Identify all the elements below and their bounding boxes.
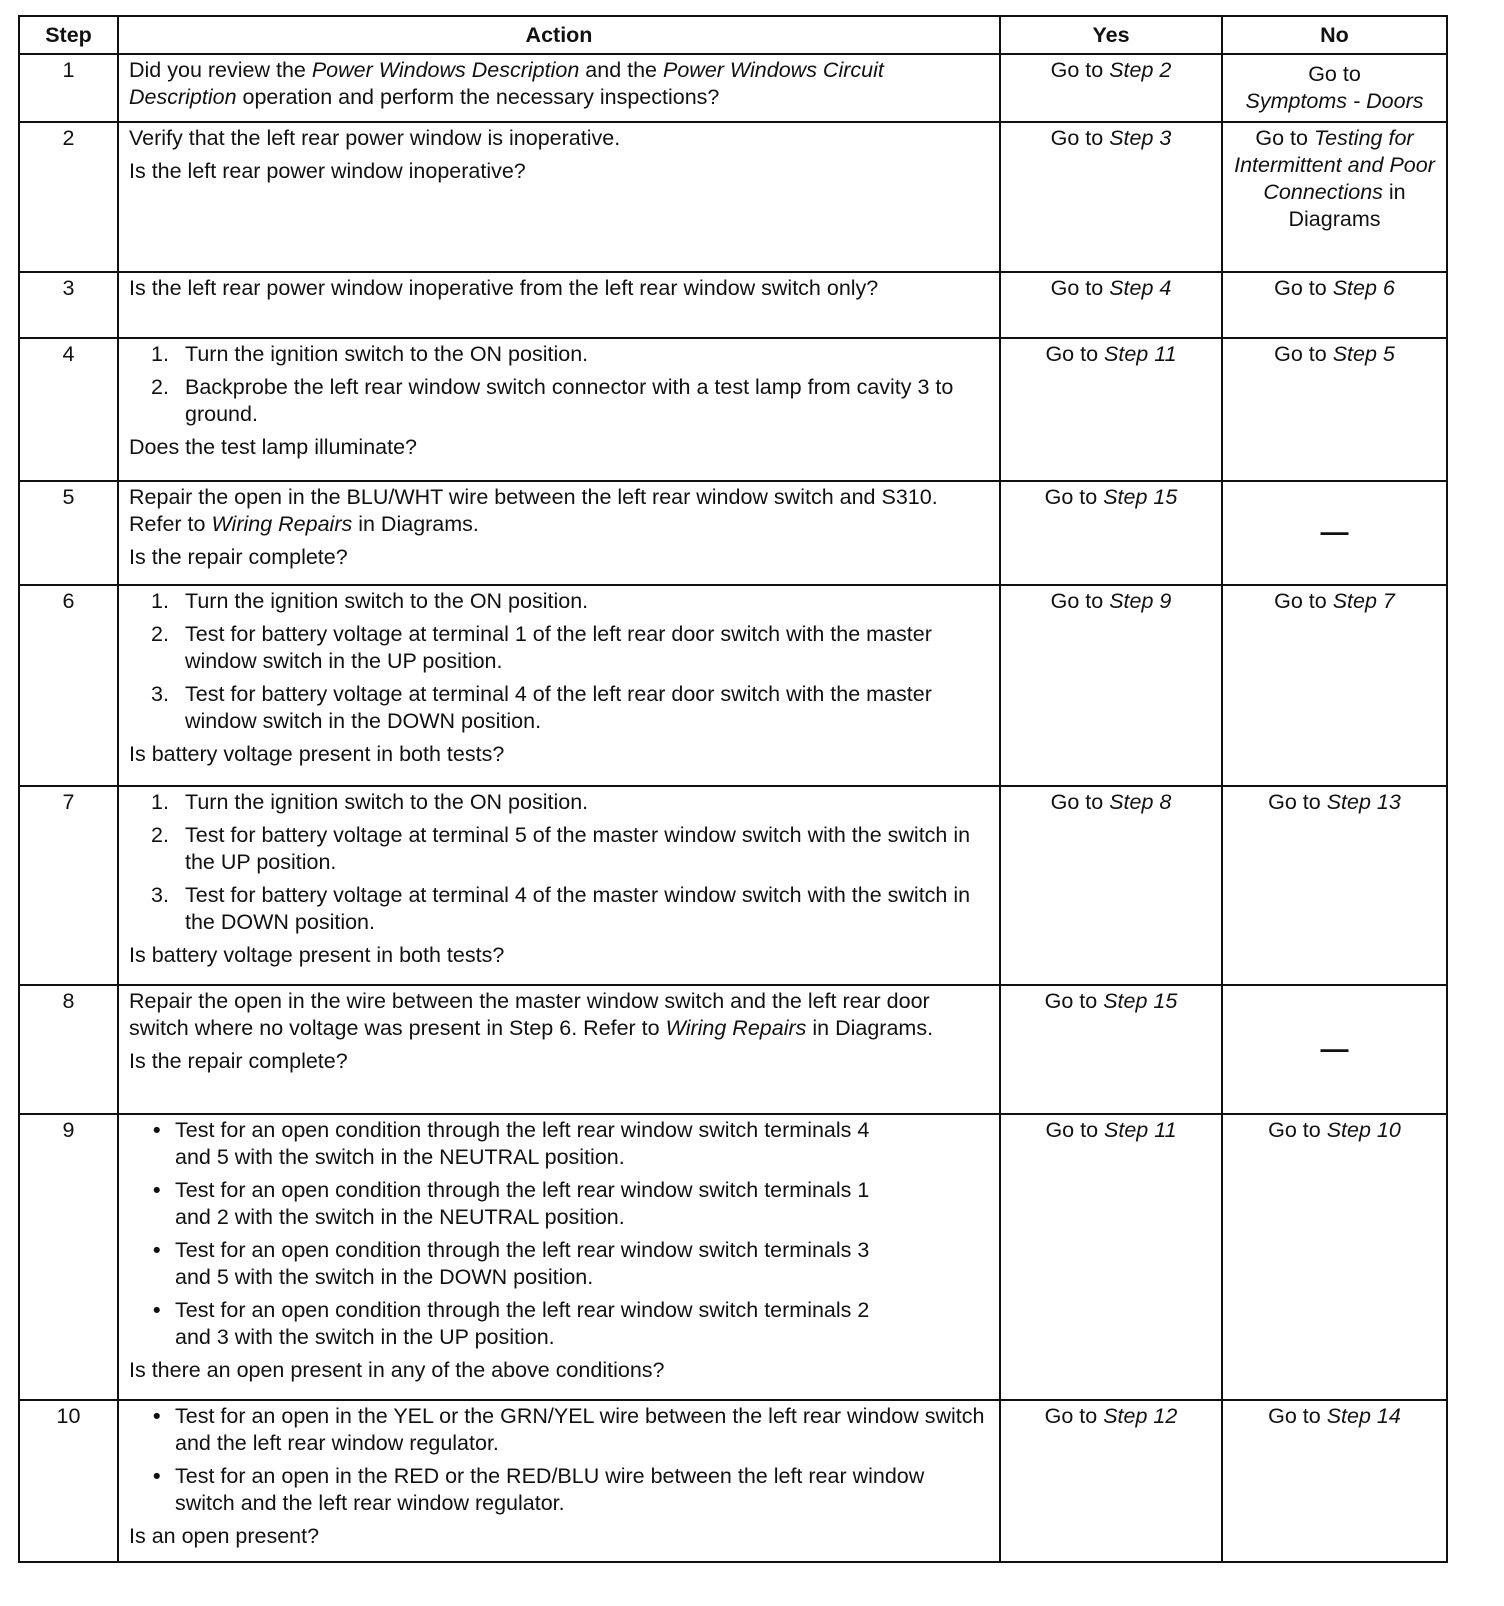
action-cell <box>118 54 1000 122</box>
yes-cell <box>1000 54 1222 122</box>
action-question: Does the test lamp illuminate? <box>129 435 418 459</box>
no-cell <box>1222 985 1447 1114</box>
numbered-list <box>129 588 989 735</box>
step-number: 4 <box>19 338 118 481</box>
no-cell <box>1222 585 1447 786</box>
list-item-text: Test for an open in the RED or the RED/BLU wire between the left rear window switch and the left rear window regulator. <box>175 1464 925 1515</box>
list-item: • Test for an open in the RED or the RED/BLU wire between the left rear window switch and the left rear window regulator. <box>153 1464 925 1515</box>
no-cell <box>1222 1114 1447 1400</box>
go-to-label: Go to <box>1045 342 1099 366</box>
step-number: 6 <box>19 585 118 786</box>
action-text: Repair the open in the wire between the master window switch and the left rear door switch where no voltage was present in Step 6. Refer to <box>129 989 930 1040</box>
go-to-label: Go to <box>1274 276 1327 300</box>
no-cell <box>1222 786 1447 985</box>
list-item: 1. Turn the ignition switch to the ON position. <box>151 342 589 366</box>
go-to-label: Go to <box>1050 276 1104 300</box>
numbered-list <box>129 341 989 428</box>
yes-target: Step 15 <box>1103 485 1178 509</box>
go-to-label: Go to <box>1045 1118 1099 1142</box>
yes-target: Step 8 <box>1109 790 1172 814</box>
go-to-label: Go to <box>1255 126 1314 150</box>
header-no: No <box>1222 16 1447 54</box>
no-target: Step 14 <box>1326 1404 1401 1428</box>
action-cell <box>118 786 1000 985</box>
action-question: Is battery voltage present in both tests? <box>129 742 505 766</box>
action-question: Is the repair complete? <box>129 1049 348 1073</box>
action-cell <box>118 338 1000 481</box>
action-cell <box>118 1114 1000 1400</box>
bullet-list <box>129 1403 989 1517</box>
step-number: 3 <box>19 272 118 338</box>
action-question: Is the left rear power window inoperative? <box>129 159 526 183</box>
table-row <box>19 1114 1447 1400</box>
no-cell <box>1222 338 1447 481</box>
step-number: 8 <box>19 985 118 1114</box>
action-ref: Wiring Repairs <box>211 512 353 536</box>
go-to-label: Go to <box>1268 1404 1321 1428</box>
no-cell <box>1222 272 1447 338</box>
step-number: 10 <box>19 1400 118 1562</box>
no-cell <box>1222 122 1447 272</box>
yes-target: Step 4 <box>1109 276 1172 300</box>
go-to-label: Go to <box>1044 989 1098 1013</box>
yes-cell <box>1000 786 1222 985</box>
list-item: • Test for an open condition through the left rear window switch terminals 3 and 5 with the switch in the DOWN position. <box>153 1238 870 1289</box>
no-target: Step 5 <box>1332 342 1395 366</box>
table-row <box>19 338 1447 481</box>
list-item-text: Test for battery voltage at terminal 5 of the master window switch with the switch in the UP position. <box>185 823 971 874</box>
yes-target: Step 15 <box>1103 989 1178 1013</box>
action-text: in Diagrams. <box>352 512 479 536</box>
step-number: 5 <box>19 481 118 585</box>
no-cell <box>1222 481 1447 585</box>
header-row <box>19 16 1447 54</box>
no-target: — <box>1320 516 1349 547</box>
list-item-text: Test for an open condition through the left rear window switch terminals 4 and 5 with the switch in the NEUTRAL position. <box>175 1118 870 1169</box>
list-item-text: Backprobe the left rear window switch connector with a test lamp from cavity 3 to ground. <box>185 375 954 426</box>
go-to-label: Go to <box>1044 485 1098 509</box>
go-to-label: Go to <box>1268 1118 1321 1142</box>
go-to-label: Go to <box>1044 1404 1098 1428</box>
action-ref: Wiring Repairs <box>665 1016 807 1040</box>
list-item: 2. Test for battery voltage at terminal 1 of the left rear door switch with the master window switch in the UP position. <box>151 622 932 673</box>
action-cell <box>118 481 1000 585</box>
go-to-label: Go to <box>1268 790 1321 814</box>
yes-target: Step 12 <box>1103 1404 1178 1428</box>
yes-cell <box>1000 481 1222 585</box>
list-item: 3. Test for battery voltage at terminal 4 of the master window switch with the switch in the DOWN position. <box>151 883 971 934</box>
list-item: 1. Turn the ignition switch to the ON position. <box>151 790 589 814</box>
list-item-text: Turn the ignition switch to the ON position. <box>185 589 589 613</box>
list-item-text: Test for an open condition through the left rear window switch terminals 1 and 2 with the switch in the NEUTRAL position. <box>175 1178 870 1229</box>
list-item: 1. Turn the ignition switch to the ON position. <box>151 589 589 613</box>
step-number: 9 <box>19 1114 118 1400</box>
action-question: Is there an open present in any of the above conditions? <box>129 1358 665 1382</box>
step-number: 7 <box>19 786 118 985</box>
go-to-label: Go to <box>1050 126 1104 150</box>
list-item-text: Test for an open in the YEL or the GRN/YEL wire between the left rear window switch and the left rear window regulator. <box>175 1404 985 1455</box>
yes-target: Step 11 <box>1104 1118 1177 1142</box>
go-to-label: Go to <box>1050 58 1104 82</box>
diagnostic-table <box>18 15 1448 1563</box>
table-row <box>19 481 1447 585</box>
list-item-text: Test for battery voltage at terminal 1 of the left rear door switch with the master window switch in the UP position. <box>185 622 932 673</box>
list-item: • Test for an open condition through the left rear window switch terminals 1 and 2 with the switch in the NEUTRAL position. <box>153 1178 870 1229</box>
yes-target: Step 11 <box>1104 342 1177 366</box>
action-cell <box>118 272 1000 338</box>
no-cell <box>1222 54 1447 122</box>
action-cell <box>118 585 1000 786</box>
action-text: operation and perform the necessary inspections? <box>236 85 720 109</box>
no-target: Step 10 <box>1326 1118 1401 1142</box>
header-yes: Yes <box>1000 16 1222 54</box>
action-cell <box>118 1400 1000 1562</box>
no-target: Step 7 <box>1332 589 1395 613</box>
yes-cell <box>1000 1114 1222 1400</box>
action-text: in Diagrams. <box>806 1016 934 1040</box>
yes-cell <box>1000 338 1222 481</box>
list-item-text: Test for an open condition through the left rear window switch terminals 3 and 5 with the switch in the DOWN position. <box>175 1238 870 1289</box>
list-item-text: Turn the ignition switch to the ON position. <box>185 342 589 366</box>
no-suffix: in Diagrams <box>1288 180 1406 231</box>
yes-cell <box>1000 122 1222 272</box>
action-question: Is an open present? <box>129 1524 320 1548</box>
go-to-label: Go to <box>1050 790 1104 814</box>
header-action: Action <box>118 16 1000 54</box>
go-to-label: Go to <box>1274 589 1327 613</box>
no-cell <box>1222 1400 1447 1562</box>
numbered-list <box>129 789 989 936</box>
yes-target: Step 3 <box>1109 126 1172 150</box>
go-to-label: Go to <box>1050 589 1104 613</box>
action-question: Is the left rear power window inoperative from the left rear window switch only? <box>129 276 879 300</box>
table-row <box>19 54 1447 122</box>
table-row <box>19 585 1447 786</box>
list-item: • Test for an open condition through the left rear window switch terminals 4 and 5 with the switch in the NEUTRAL position. <box>153 1118 870 1169</box>
list-item-text: Test for battery voltage at terminal 4 of the master window switch with the switch in the DOWN position. <box>185 883 971 934</box>
go-to-label: Go to <box>1308 62 1361 86</box>
yes-cell <box>1000 1400 1222 1562</box>
action-text: and the <box>579 58 663 82</box>
list-item-text: Test for an open condition through the left rear window switch terminals 2 and 3 with the switch in the UP position. <box>175 1298 870 1349</box>
header-step: Step <box>19 16 118 54</box>
list-item: • Test for an open in the YEL or the GRN/YEL wire between the left rear window switch and the left rear window regulator. <box>153 1404 985 1455</box>
table-row <box>19 786 1447 985</box>
bullet-list <box>129 1117 879 1351</box>
no-target: Symptoms - Doors <box>1245 89 1424 113</box>
table-row <box>19 985 1447 1114</box>
action-question: Is the repair complete? <box>129 545 348 569</box>
no-target: Step 13 <box>1326 790 1401 814</box>
no-target: — <box>1320 1032 1349 1064</box>
list-item: 3. Test for battery voltage at terminal 4 of the left rear door switch with the master window switch in the DOWN position. <box>151 682 932 733</box>
action-cell <box>118 122 1000 272</box>
step-number: 2 <box>19 122 118 272</box>
list-item: 2. Backprobe the left rear window switch connector with a test lamp from cavity 3 to ground. <box>151 375 954 426</box>
go-to-label: Go to <box>1274 342 1327 366</box>
list-item-text: Turn the ignition switch to the ON position. <box>185 790 589 814</box>
yes-target: Step 9 <box>1109 589 1172 613</box>
list-item: • Test for an open condition through the left rear window switch terminals 2 and 3 with the switch in the UP position. <box>153 1298 870 1349</box>
table-row <box>19 272 1447 338</box>
yes-target: Step 2 <box>1109 58 1172 82</box>
yes-cell <box>1000 985 1222 1114</box>
action-ref: Power Windows Description <box>311 58 580 82</box>
list-item: 2. Test for battery voltage at terminal 5 of the master window switch with the switch in the UP position. <box>151 823 971 874</box>
yes-cell <box>1000 585 1222 786</box>
list-item-text: Test for battery voltage at terminal 4 of the left rear door switch with the master window switch in the DOWN position. <box>185 682 932 733</box>
yes-cell <box>1000 272 1222 338</box>
action-question: Is battery voltage present in both tests? <box>129 943 505 967</box>
table-row <box>19 1400 1447 1562</box>
no-target: Step 6 <box>1332 276 1395 300</box>
action-ref: Power Windows Circuit Description <box>129 58 884 109</box>
action-text: Did you review the <box>129 58 312 82</box>
action-text: Verify that the left rear power window is inoperative. <box>129 126 621 150</box>
no-target: Testing for Intermittent and Poor Connections <box>1234 126 1435 204</box>
step-number: 1 <box>19 54 118 122</box>
action-cell <box>118 985 1000 1114</box>
action-text: Repair the open in the BLU/WHT wire between the left rear window switch and S310. Refer to <box>129 485 938 536</box>
table-row <box>19 122 1447 272</box>
